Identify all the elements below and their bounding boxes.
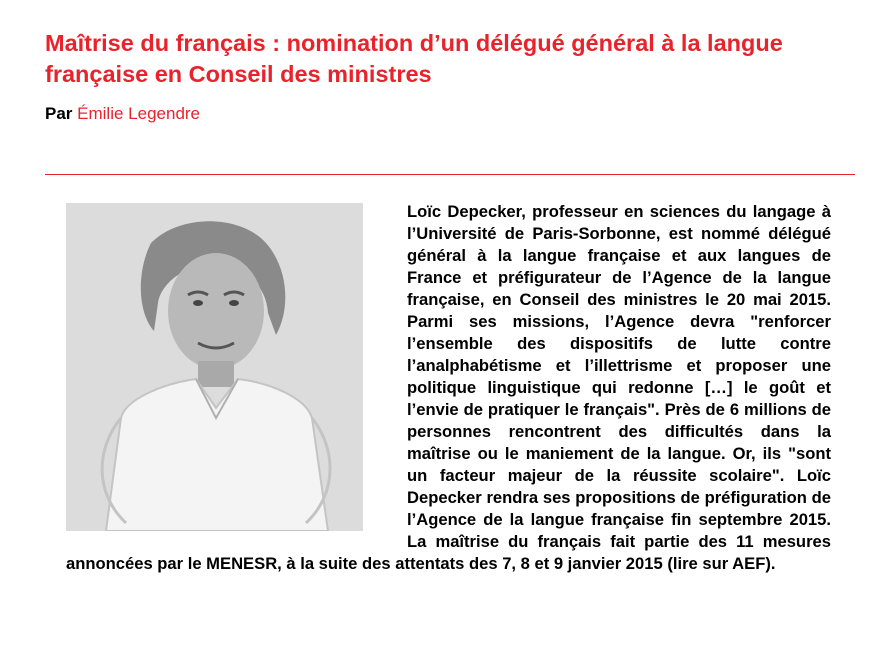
article-title: Maîtrise du français : nomination d’un délégué général à la langue française en Conseil des ministres [45,30,783,87]
photo-spacer [66,201,363,532]
article-body-text: Loïc Depecker, professeur en sciences du langage à l’Université de Paris-Sorbonne, est nommé délégué général à la langue française et aux langues de France et préfigurateur de l’Agence de la langue française, en Conseil des ministres le 20 mai 2015. Parmi ses missions, l’Agence devra "renforcer l’ensemble des dispositifs de lutte contre l’analphabétisme et l’illettrisme et proposer une politique linguistique qui redonne […] le goût et l’envie de pratiquer le français". Près de 6 millions de personnes rencontrent des difficultés dans la maîtrise ou le maniement de la langue. Or, ils "sont un facteur majeur de la réussite scolaire". Loïc Depecker rendra ses propositions de préfiguration de l’Agence de la langue française fin septembre 2015. La maîtrise du français fait partie des 11 mesures annoncées par le MENESR, à la suite des attentats des 7, 8 et 9 janvier 2015 (lire sur AEF). [66,202,831,573]
divider [45,174,855,175]
byline-prefix: Par [45,104,73,123]
byline [45,104,200,124]
author-link[interactable]: Émilie Legendre [77,104,201,123]
article-body [66,201,831,575]
